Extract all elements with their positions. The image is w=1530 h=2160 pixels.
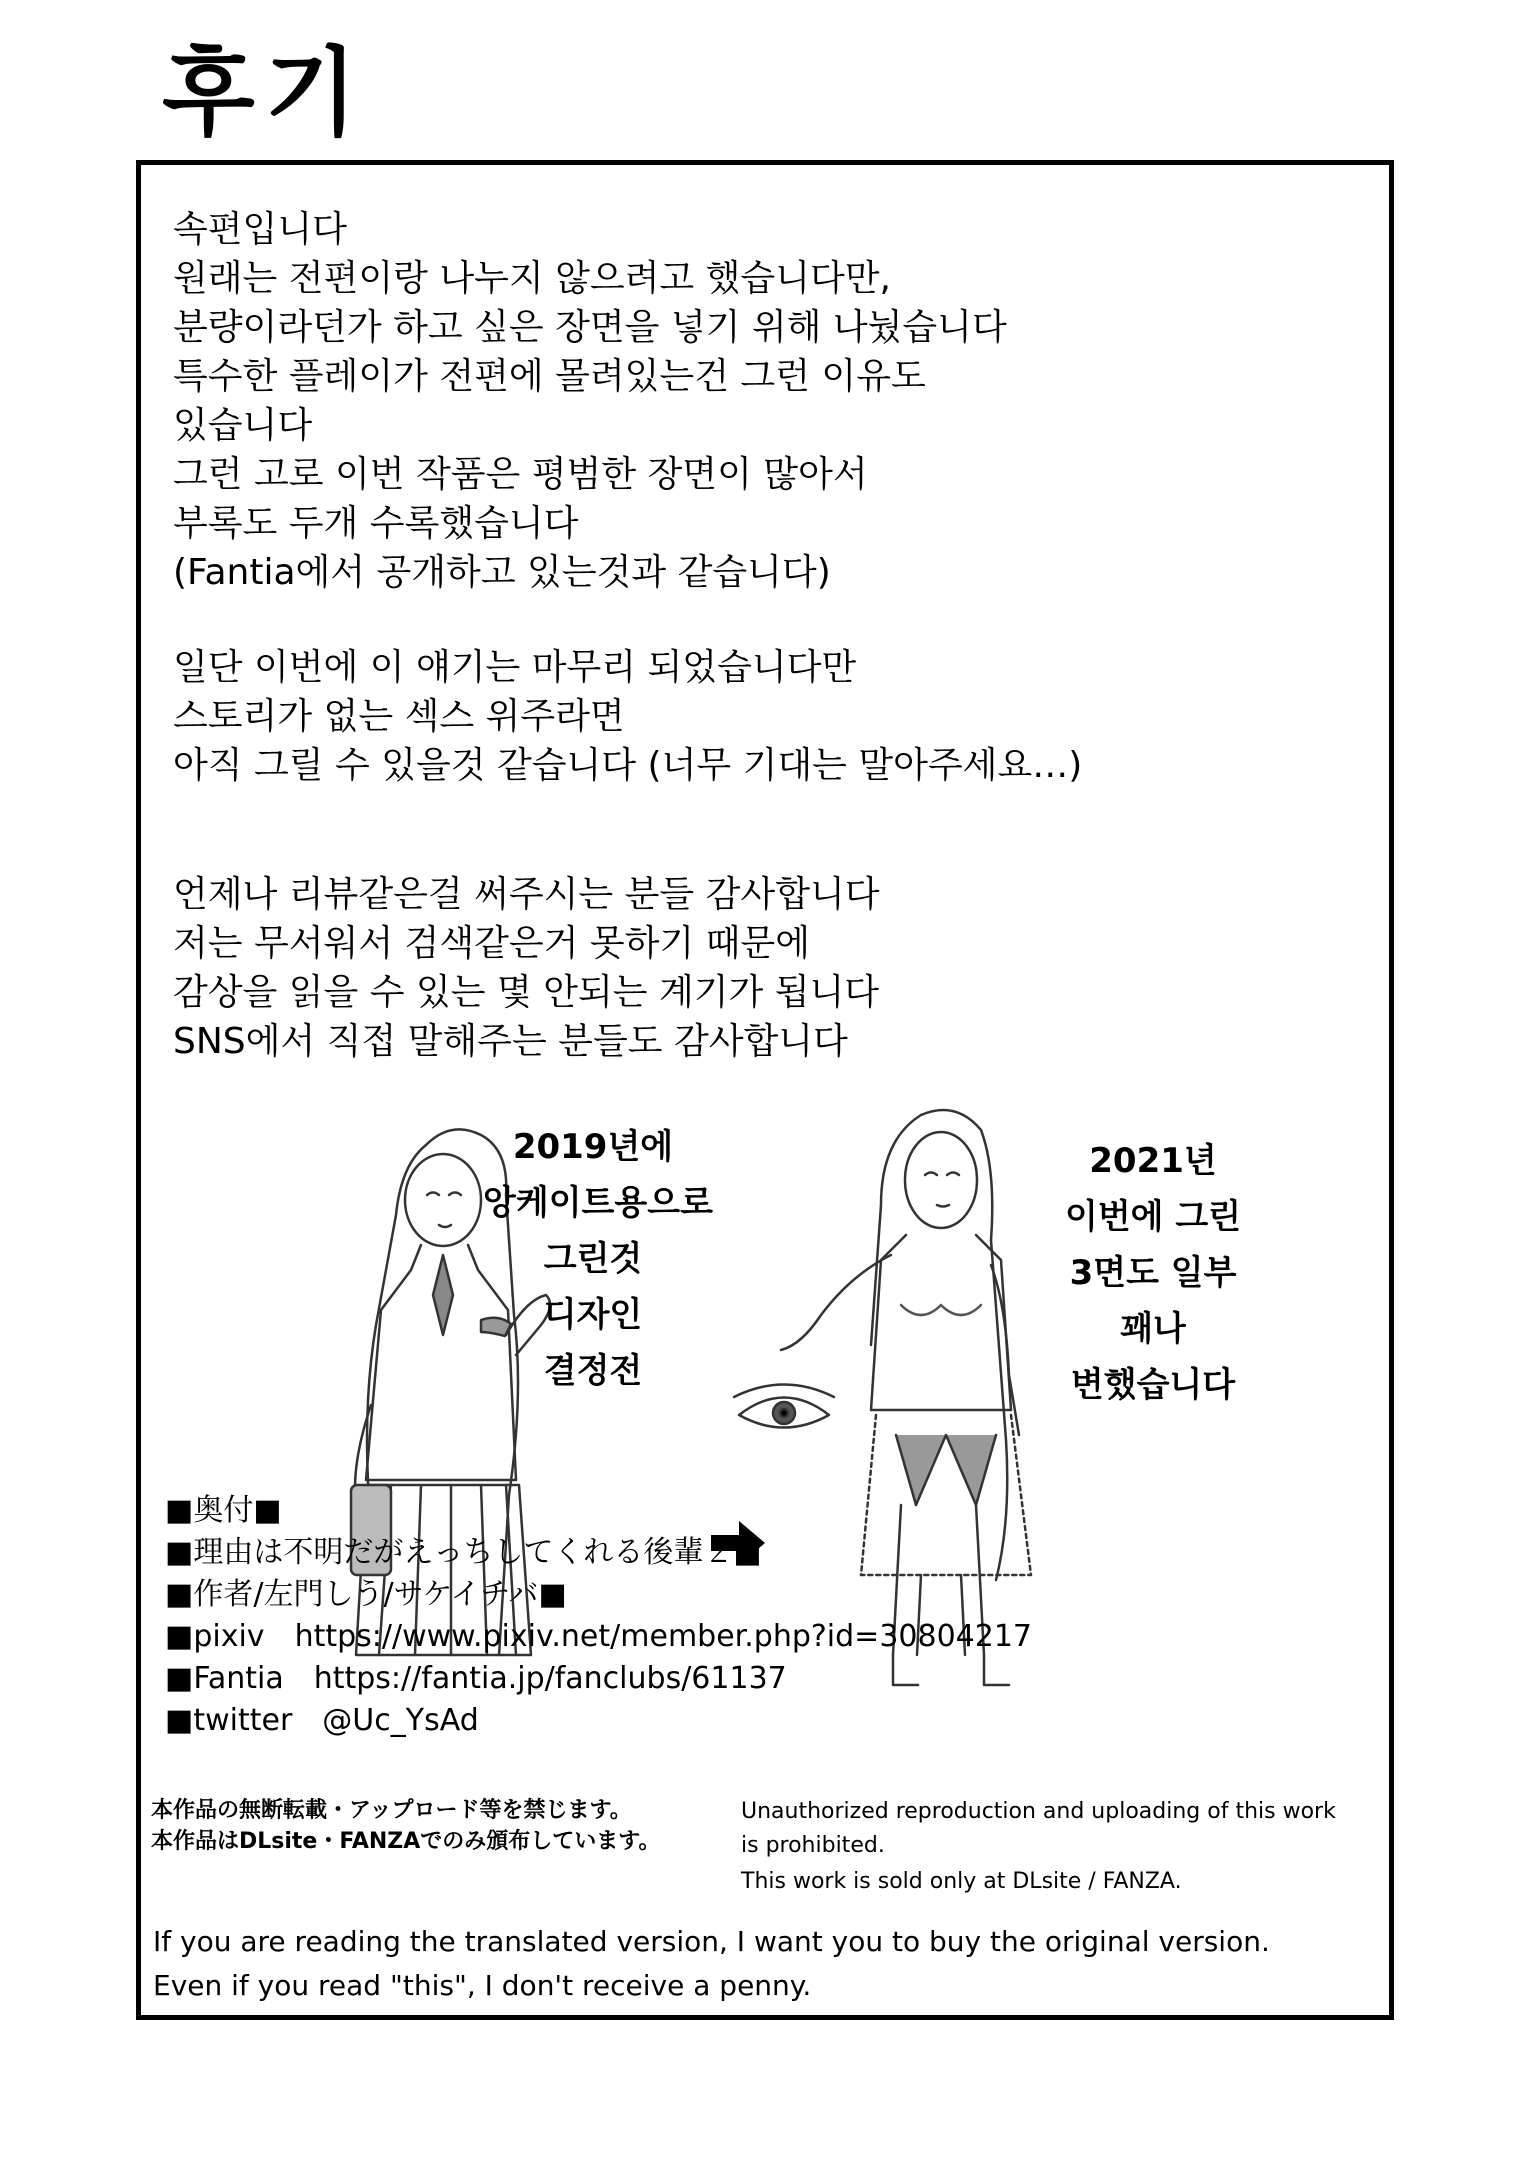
text-line: (Fantia에서 공개하고 있는것과 같습니다) bbox=[173, 552, 831, 593]
caption-line: 꽤나 bbox=[1120, 1309, 1186, 1349]
text-line: 그런 고로 이번 작품은 평범한 장면이 많아서 bbox=[173, 454, 868, 495]
eye-closeup-icon bbox=[734, 1385, 834, 1428]
notice-line: 本作品はDLsite・FANZAでのみ頒布しています。 bbox=[151, 1829, 661, 1854]
text-line: 일단 이번에 이 얘기는 마무리 되었습니다만 bbox=[173, 647, 857, 688]
notice-line: is prohibited. bbox=[741, 1833, 885, 1858]
text-line: 특수한 플레이가 전편에 몰려있는건 그런 이유도 bbox=[173, 356, 926, 397]
colophon-fantia-link[interactable]: ■Fantia https://fantia.jp/fanclubs/61137 bbox=[165, 1661, 787, 1696]
text-line: 있습니다 bbox=[173, 405, 313, 446]
afterword-paragraph-2 bbox=[173, 643, 1082, 790]
notice-line: 本作品の無断転載・アップロード等を禁じます。 bbox=[151, 1798, 632, 1823]
notice-line: Unauthorized reproduction and uploading of this work bbox=[741, 1799, 1336, 1824]
caption-line: 이번에 그린 bbox=[1064, 1197, 1242, 1237]
notice-line: Even if you read "this", I don't receive a penny. bbox=[153, 1969, 812, 2002]
text-line: 저는 무서워서 검색같은거 못하기 때문에 bbox=[173, 923, 810, 964]
caption-line: 2019년에 bbox=[512, 1127, 674, 1167]
translation-notice bbox=[153, 1920, 1270, 2008]
text-line: 속편입니다 bbox=[173, 209, 347, 250]
afterword-frame bbox=[136, 160, 1394, 2020]
english-copyright-notice bbox=[741, 1795, 1336, 1899]
colophon-line: ■奥付■ bbox=[165, 1493, 282, 1528]
caption-line: 결정전 bbox=[543, 1351, 643, 1391]
caption-line: 그린것 bbox=[543, 1239, 643, 1279]
page-title: 후기 bbox=[162, 37, 368, 149]
caption-line: 2021년 bbox=[1089, 1141, 1217, 1181]
text-line: SNS에서 직접 말해주는 분들도 감사합니다 bbox=[173, 1021, 848, 1062]
colophon bbox=[165, 1490, 1032, 1742]
text-line: 부록도 두개 수록했습니다 bbox=[173, 503, 579, 544]
text-line: 스토리가 없는 섹스 위주라면 bbox=[173, 696, 625, 737]
japanese-copyright-notice bbox=[151, 1795, 661, 1857]
notice-line: This work is sold only at DLsite / FANZA. bbox=[741, 1869, 1182, 1894]
caption-line: 앙케이트용으로 bbox=[483, 1183, 713, 1223]
caption-line: 디자인 bbox=[543, 1295, 643, 1335]
illustration-left-caption bbox=[483, 1119, 713, 1399]
afterword-paragraph-1 bbox=[173, 205, 1007, 597]
colophon-twitter-handle[interactable]: ■twitter @Uc_YsAd bbox=[165, 1703, 479, 1738]
text-line: 언제나 리뷰같은걸 써주시는 분들 감사합니다 bbox=[173, 874, 880, 915]
colophon-line: ■作者/左門しう/サケイチバ■ bbox=[165, 1577, 567, 1612]
afterword-paragraph-3 bbox=[173, 870, 880, 1066]
notice-line: If you are reading the translated version, I want you to buy the original version. bbox=[153, 1925, 1270, 1958]
text-line: 아직 그릴 수 있을것 같습니다 (너무 기대는 말아주세요…) bbox=[173, 745, 1083, 786]
text-line: 원래는 전편이랑 나누지 않으려고 했습니다만, bbox=[173, 258, 891, 299]
text-line: 감상을 읽을 수 있는 몇 안되는 계기가 됩니다 bbox=[173, 972, 880, 1013]
caption-line: 변했습니다 bbox=[1070, 1365, 1236, 1405]
caption-line: 3면도 일부 bbox=[1069, 1253, 1237, 1293]
colophon-pixiv-link[interactable]: ■pixiv https://www.pixiv.net/member.php?id=30804217 bbox=[165, 1619, 1033, 1654]
text-line: 분량이라던가 하고 싶은 장면을 넣기 위해 나눴습니다 bbox=[173, 307, 1007, 348]
colophon-line: ■理由は不明だがえっちしてくれる後輩２■ bbox=[165, 1535, 762, 1570]
illustration-right-caption bbox=[1053, 1133, 1253, 1413]
